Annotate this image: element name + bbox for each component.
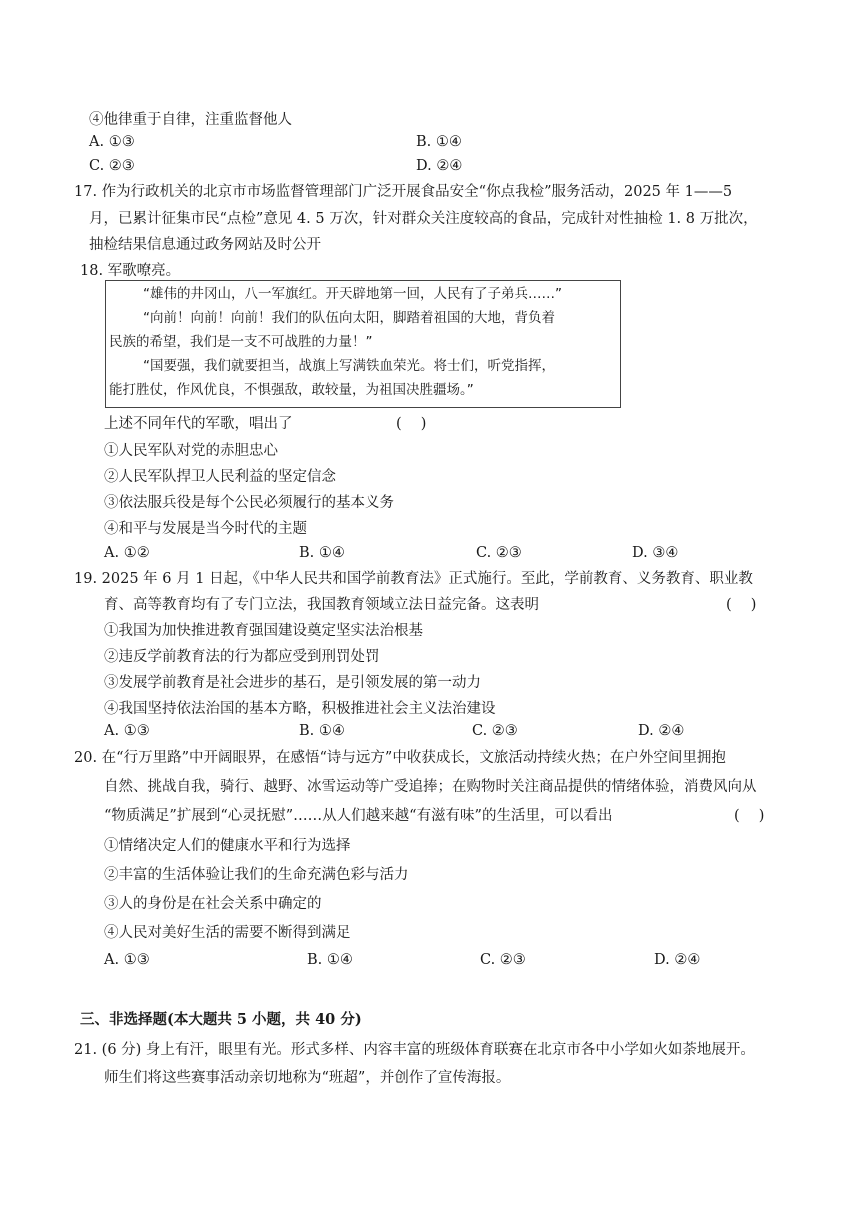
q20-option-b[interactable]: B. ①④: [307, 952, 353, 968]
q16-option-a[interactable]: A. ①③: [89, 134, 135, 150]
q18-title: 18. 军歌嘹亮。: [80, 263, 181, 279]
q20-line-2: 自然、挑战自我，骑行、越野、冰雪运动等广受追捧；在购物时关注商品提供的情绪体验，消费风向从: [104, 779, 757, 795]
lyrics-line-1: “雄伟的井冈山，八一军旗红。开天辟地第一回，人民有了子弟兵……”: [143, 286, 562, 302]
lyrics-line-2: “向前！向前！向前！我们的队伍向太阳，脚踏着祖国的大地，背负着: [143, 310, 555, 326]
q17-line-3: 抽检结果信息通过政务网站及时公开: [89, 237, 321, 253]
q18-option-d[interactable]: D. ③④: [632, 545, 679, 561]
q18-stem: 上述不同年代的军歌，唱出了: [104, 416, 293, 432]
lyrics-line-3: 民族的希望，我们是一支不可战胜的力量！”: [109, 334, 373, 350]
q18-option-a[interactable]: A. ①②: [104, 545, 150, 561]
q19-option-c[interactable]: C. ②③: [472, 723, 518, 739]
q19-item-1: ①我国为加快推进教育强国建设奠定坚实法治根基: [104, 623, 423, 639]
q18-option-b[interactable]: B. ①④: [299, 545, 345, 561]
q20-line-3: “物质满足”扩展到“心灵抚慰”……从人们越来越“有滋有味”的生活里，可以看出: [104, 808, 613, 824]
q20-option-d[interactable]: D. ②④: [654, 952, 701, 968]
q19-option-b[interactable]: B. ①④: [299, 723, 345, 739]
q21-line-2: 师生们将这些赛事活动亲切地称为“班超”，并创作了宣传海报。: [104, 1070, 511, 1086]
lyrics-line-4: “国要强，我们就要担当，战旗上写满铁血荣光。将士们，听党指挥，: [143, 358, 555, 374]
q18-answer-blank[interactable]: ( ): [396, 416, 427, 432]
q19-line-1: 19. 2025 年 6 月 1 日起，《中华人民共和国学前教育法》正式施行。至此，学前教育、义务教育、职业教: [74, 571, 753, 587]
q16-option-b[interactable]: B. ①④: [416, 134, 462, 150]
q20-answer-blank[interactable]: ( ): [734, 808, 765, 824]
section-3-heading: 三、非选择题(本大题共 5 小题，共 40 分): [80, 1011, 362, 1028]
q18-item-1: ①人民军队对党的赤胆忠心: [104, 443, 278, 459]
q16-item-4: ④他律重于自律，注重监督他人: [89, 112, 292, 128]
q20-option-a[interactable]: A. ①③: [104, 952, 150, 968]
lyrics-line-5: 能打胜仗，作风优良，不惧强敌，敢较量，为祖国决胜疆场。”: [109, 382, 474, 398]
q17-line-1: 17. 作为行政机关的北京市市场监督管理部门广泛开展食品安全“你点我检”服务活动，2025 年 1——5: [74, 184, 733, 200]
q19-item-4: ④我国坚持依法治国的基本方略，积极推进社会主义法治建设: [104, 701, 496, 717]
q20-option-c[interactable]: C. ②③: [480, 952, 526, 968]
q20-item-4: ④人民对美好生活的需要不断得到满足: [104, 925, 351, 941]
q21-line-1: 21. (6 分) 身上有汗，眼里有光。形式多样、内容丰富的班级体育联赛在北京市各中小学如火如荼地展开。: [74, 1042, 755, 1058]
q19-line-2: 育、高等教育均有了专门立法，我国教育领域立法日益完备。这表明: [104, 597, 539, 613]
q20-item-2: ②丰富的生活体验让我们的生命充满色彩与活力: [104, 867, 409, 883]
q20-line-1: 20. 在“行万里路”中开阔眼界，在感悟“诗与远方”中收获成长，文旅活动持续火热；在户外空间里拥抱: [74, 750, 726, 766]
q18-item-3: ③依法服兵役是每个公民必须履行的基本义务: [104, 495, 394, 511]
q19-option-a[interactable]: A. ①③: [104, 723, 150, 739]
q18-item-4: ④和平与发展是当今时代的主题: [104, 521, 307, 537]
q20-item-1: ①情绪决定人们的健康水平和行为选择: [104, 838, 351, 854]
q19-item-2: ②违反学前教育法的行为都应受到刑罚处罚: [104, 649, 380, 665]
q16-option-d[interactable]: D. ②④: [416, 158, 463, 174]
q18-item-2: ②人民军队捍卫人民利益的坚定信念: [104, 469, 336, 485]
q17-line-2: 月，已累计征集市民“点检”意见 4. 5 万次，针对群众关注度较高的食品，完成针对性抽检 1. 8 万批次，: [89, 211, 758, 227]
q18-option-c[interactable]: C. ②③: [476, 545, 522, 561]
q20-item-3: ③人的身份是在社会关系中确定的: [104, 896, 322, 912]
q19-option-d[interactable]: D. ②④: [638, 723, 685, 739]
q16-option-c[interactable]: C. ②③: [89, 158, 135, 174]
q19-answer-blank[interactable]: ( ): [726, 597, 757, 613]
q19-item-3: ③发展学前教育是社会进步的基石，是引领发展的第一动力: [104, 675, 481, 691]
